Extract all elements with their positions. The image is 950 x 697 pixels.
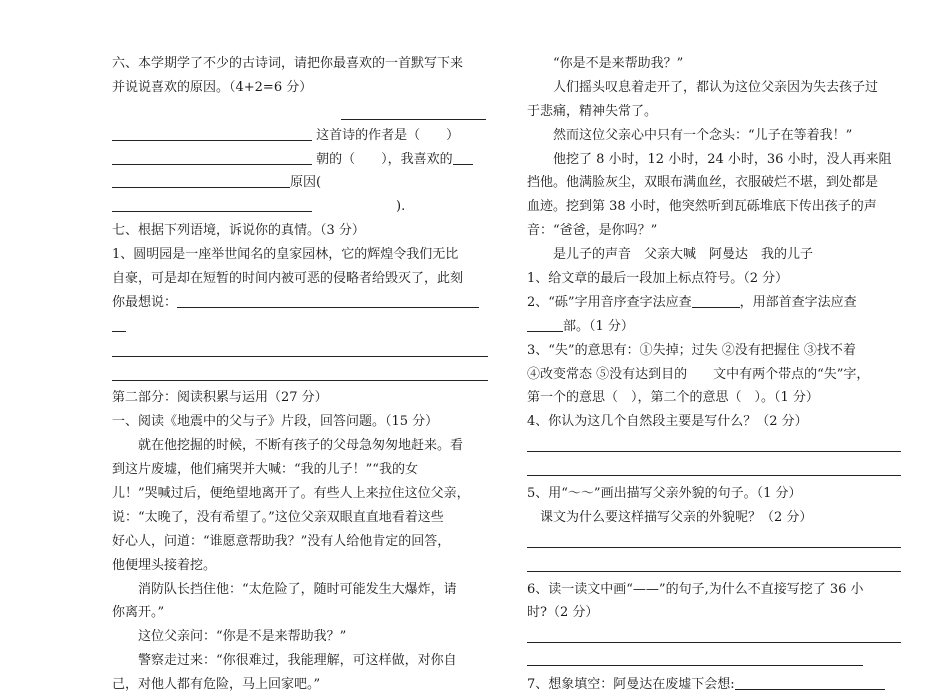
passage-line: 己，对他人都有危险，马上回家吧。” [112, 677, 321, 693]
favorite-blank[interactable] [453, 149, 473, 165]
poem-answer-blank[interactable] [341, 104, 486, 120]
passage-line: 就在他挖掘的时候，不断有孩子的父母急匆匆地赶来。看 [138, 438, 464, 454]
passage-line: 这位父亲问：“你是不是来帮助我？” [138, 629, 347, 645]
passage-line: 人们摇头叹息着走开了，都认为这位父亲因为失去孩子过 [553, 79, 879, 95]
radical-lookup-blank[interactable] [527, 316, 563, 332]
q7-prompt-line1: 1、圆明园是一座举世闻名的皇家园林，它的辉煌令我们无比 [112, 247, 459, 263]
reason-answer-blank[interactable] [112, 196, 312, 212]
q5-answer-line[interactable] [527, 530, 901, 548]
q6-answer-row [527, 649, 901, 673]
question-5-line1: 5、用“～～”画出描写父亲外貌的句子。（1 分） [527, 486, 802, 502]
q7-answer-blank[interactable] [112, 316, 126, 332]
question-4: 4、你认为这几个自然段主要是写什么？（2 分） [527, 414, 808, 430]
q6-title-line1: 六、本学期学了不少的古诗词，请把你最喜欢的一首默写下来 [112, 56, 464, 71]
question-3-line1: 3、“失”的意思有：①失掉；过失 ②没有把握住 ③找不着 [527, 342, 856, 358]
question-3-line3: 第一个的意思（ ），第二个的意思（ ）。（1 分） [527, 390, 819, 406]
q7-answer-row [112, 339, 488, 363]
q6-blank-row [112, 100, 488, 124]
passage-line: 于悲痛，精神失常了。 [527, 103, 658, 119]
question-6-line1: 6、读一读文中画“——”的句子,为什么不直接写挖了 36 小 [527, 581, 864, 597]
q7-prompt-line2: 自豪，可是却在短暂的时间内被可恶的侵略者给毁灭了，此刻 [112, 271, 464, 287]
passage-line: 他便埋头接着挖。 [112, 557, 217, 573]
author-label: 这首诗的作者是（ ） [316, 127, 460, 143]
reading-intro: 一、阅读《地震中的父与子》片段，回答问题。（15 分） [112, 414, 439, 430]
q7-answer-row [112, 315, 488, 339]
question-1: 1、给文章的最后一段加上标点符号。（2 分） [527, 271, 789, 287]
poem-answer-blank[interactable] [112, 172, 290, 188]
q6-author-row [112, 124, 488, 148]
passage-line: 儿！”哭喊过后，便绝望地离开了。有些人上来拉住这位父亲， [112, 486, 470, 502]
question-7-row [527, 673, 901, 697]
dynasty-label: 朝的（ ），我喜欢的 [316, 151, 453, 167]
q7-prompt-label: 你最想说： [112, 294, 178, 310]
poem-answer-blank[interactable] [112, 149, 312, 165]
q7-title: 七、根据下列语境，诉说你的真情。（3 分） [112, 223, 365, 239]
q7-answer-line[interactable] [112, 339, 488, 357]
q6-reason-row [112, 171, 488, 195]
q6-answer-line[interactable] [527, 650, 863, 666]
q4-answer-line[interactable] [527, 458, 901, 476]
passage-line: “你是不是来帮助我？” [553, 56, 684, 71]
q6-close-row [112, 195, 488, 219]
question-3-line2: ④改变常态 ⑤没有达到目的 文中有两个带点的“失”字， [527, 366, 870, 382]
passage-line: 说：“太晚了，没有希望了。”这位父亲双眼直直地看着这些 [112, 509, 444, 525]
q7-imagine-blank[interactable] [735, 674, 885, 690]
alphabet-lookup-blank[interactable] [692, 292, 740, 308]
passage-line: 他挖了 8 小时，12 小时，24 小时，36 小时，没人再来阻 [553, 151, 892, 167]
q5-answer-line[interactable] [527, 554, 901, 572]
passage-line: 挡他。他满脸灰尘，双眼布满血丝，衣服破烂不堪，到处都是 [527, 175, 879, 191]
passage-unpunctuated-line: 是儿子的声音 父亲大喊 阿曼达 我的儿子 [553, 247, 814, 263]
q7-answer-blank[interactable] [177, 292, 479, 308]
q7-prompt-line3 [112, 291, 488, 315]
right-column [527, 52, 901, 697]
passage-line: 好心人，问道：“谁愿意帮助我？”没有人给他肯定的回答， [112, 533, 451, 549]
q7-answer-line[interactable] [112, 363, 488, 381]
passage-line: 到这片废墟，他们痛哭并大喊：“我的儿子！”“我的女 [112, 462, 418, 478]
q6-answer-line[interactable] [527, 625, 901, 643]
question-2-text-b: ，用部首查字法应查 [739, 294, 857, 310]
left-column [112, 52, 488, 697]
q5-answer-row [527, 530, 901, 554]
q6-title-line2: 并说说喜欢的原因。（4+2=6 分） [112, 79, 313, 95]
passage-line: 你离开。” [112, 605, 165, 621]
poem-answer-blank[interactable] [112, 125, 312, 141]
passage-line: 音：“爸爸，是你吗？” [527, 223, 658, 239]
part2-heading: 第二部分：阅读积累与运用（27 分） [112, 390, 328, 406]
passage-line: 然而这位父亲心中只有一个念头：“儿子在等着我！” [553, 127, 853, 143]
question-2-text: 2、“砾”字用音序查字法应查 [527, 294, 692, 310]
passage-line: 血迹。挖到第 38 小时，他突然听到瓦砾堆底下传出孩子的声 [527, 199, 877, 215]
question-2-row2 [527, 315, 901, 339]
question-7-text: 7、想象填空：阿曼达在废墟下会想: [527, 677, 735, 693]
passage-line: 消防队长挡住他：“太危险了，随时可能发生大爆炸，请 [138, 581, 457, 597]
q7-answer-row [112, 363, 488, 387]
q6-answer-row [527, 625, 901, 649]
question-6-line2: 时?（2 分） [527, 605, 599, 621]
q4-answer-line[interactable] [527, 434, 901, 452]
q6-dynasty-row [112, 148, 488, 172]
question-5-line2: 课文为什么要这样描写父亲的外貌呢？（2 分） [540, 509, 813, 525]
q4-answer-row [527, 458, 901, 482]
q5-answer-row [527, 554, 901, 578]
reason-close: ). [396, 199, 406, 215]
q4-answer-row [527, 434, 901, 458]
passage-line: 警察走过来：“你很难过，我能理解，可这样做，对你自 [138, 653, 457, 669]
question-2-row [527, 291, 901, 315]
reason-label: 原因( [290, 175, 322, 191]
question-2-text-c: 部。（1 分） [563, 318, 634, 334]
